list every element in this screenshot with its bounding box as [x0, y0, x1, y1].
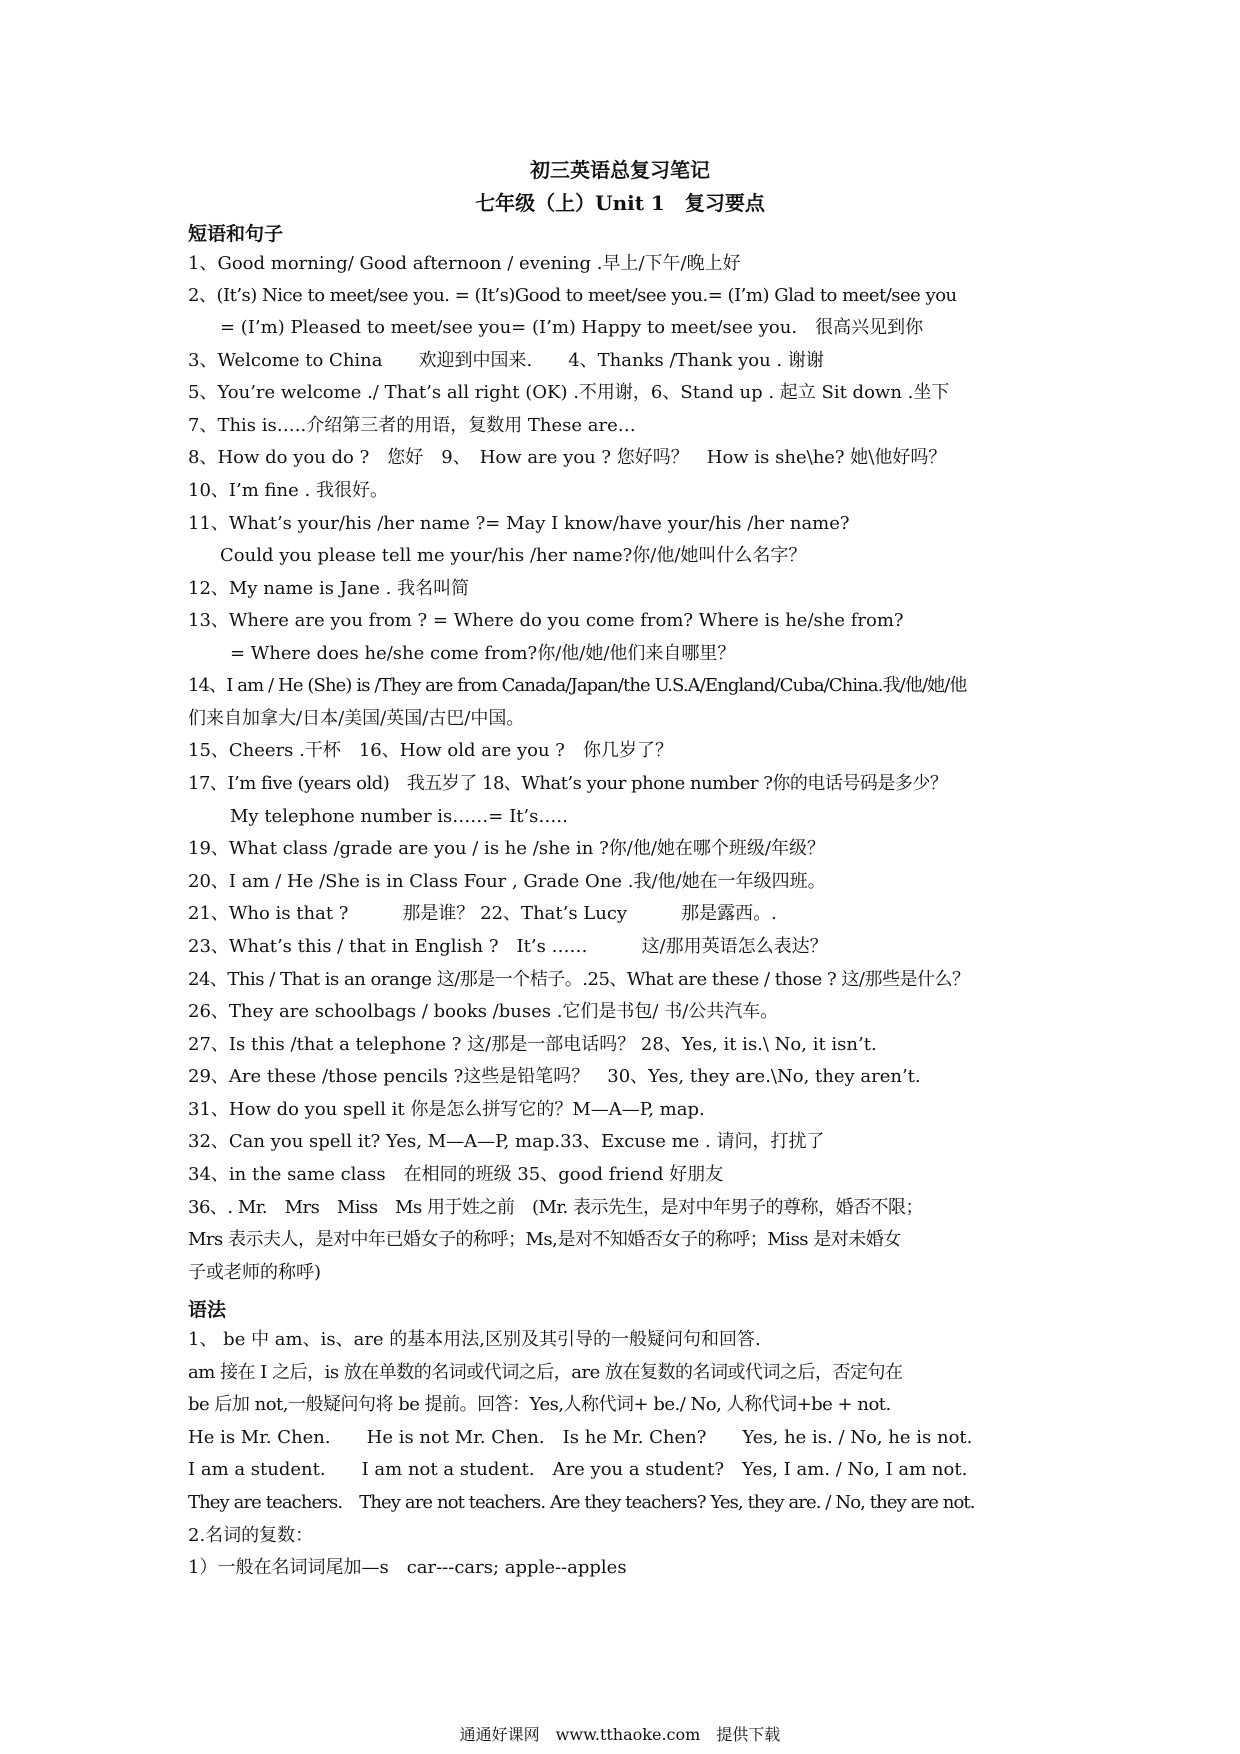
note-line: Mrs 表示夫人，是对中年已婚女子的称呼；Ms,是对不知婚否女子的称呼；Miss 是对未婚女 [188, 1229, 901, 1250]
note-line: 12、My name is Jane . 我名叫简 [188, 578, 470, 599]
note-line: 14、I am / He (She) is /They are from Canada/Japan/the U.S.A/England/Cuba/China.我/他/她/他 [188, 675, 967, 696]
note-line: 27、Is this /that a telephone ? 这/那是一部电话吗？ 28、Yes, it is.\ No, it isn’t. [188, 1034, 877, 1055]
page-subtitle: 七年级（上）Unit 1 复习要点 [475, 191, 765, 215]
note-line: 31、How do you spell it 你是怎么拼写它的？M—A—P, map. [188, 1099, 705, 1120]
section-heading-grammar: 语法 [188, 1299, 227, 1321]
page-title: 初三英语总复习笔记 [530, 158, 710, 182]
page-footer: 通通好课网 www.tthaoke.com 提供下载 [459, 1725, 781, 1744]
note-line: 23、What’s this / that in English ? It’s …… 这/那用英语怎么表达？ [188, 936, 828, 957]
note-line: 32、Can you spell it? Yes, M—A—P, map.33、Excuse me . 请问，打扰了 [188, 1131, 825, 1152]
grammar-line: 1）一般在名词词尾加—s car---cars; apple--apples [188, 1557, 627, 1578]
grammar-line: They are teachers. They are not teachers. Are they teachers? Yes, they are. / No, they are not. [188, 1492, 975, 1513]
note-line: 36、. Mr. Mrs Miss Ms 用于姓之前 (Mr. 表示先生，是对中年男子的尊称，婚否不限； [188, 1197, 923, 1218]
note-line: 20、I am / He /She is in Class Four , Grade One .我/他/她在一年级四班。 [188, 871, 826, 892]
grammar-line: I am a student. I am not a student. Are you a student? Yes, I am. / No, I am not. [188, 1459, 968, 1480]
note-line: 13、Where are you from ? = Where do you come from? Where is he/she from? [188, 610, 904, 631]
note-line: 2、(It’s) Nice to meet/see you. = (It’s)Good to meet/see you.= (I’m) Glad to meet/see you [188, 285, 957, 306]
note-line: 26、They are schoolbags / books /buses .它们是书包/ 书/公共汽车。 [188, 1001, 779, 1022]
note-line: 15、Cheers .干杯 16、How old are you ? 你几岁了？ [188, 740, 673, 761]
grammar-line: be 后加 not,一般疑问句将 be 提前。回答：Yes,人称代词+ be./ No, 人称代词+be + not. [188, 1394, 891, 1415]
note-line: My telephone number is……= It’s….. [230, 806, 568, 827]
note-line: 8、How do you do ? 您好 9、 How are you ? 您好吗？ How is she\he? 她\他好吗？ [188, 447, 947, 468]
note-line: 5、You’re welcome ./ That’s all right (OK) .不用谢，6、Stand up . 起立 Sit down .坐下 [188, 382, 950, 403]
note-line: 11、What’s your/his /her name ?= May I know/have your/his /her name? [188, 513, 850, 534]
note-line: 子或老师的称呼) [188, 1262, 322, 1283]
note-line: = Where does he/she come from?你/他/她/他们来自哪里？ [230, 643, 736, 664]
note-line: 24、This / That is an orange 这/那是一个桔子。.25、What are these / those ? 这/那些是什么？ [188, 969, 970, 990]
grammar-line: am 接在 I 之后，is 放在单数的名词或代词之后，are 放在复数的名词或代词之后，否定句在 [188, 1362, 903, 1383]
grammar-line: He is Mr. Chen. He is not Mr. Chen. Is he Mr. Chen? Yes, he is. / No, he is not. [188, 1427, 973, 1448]
grammar-line: 1、 be 中 am、is、are 的基本用法,区别及其引导的一般疑问句和回答. [188, 1329, 761, 1350]
note-line: 21、Who is that ? 那是谁？ 22、That’s Lucy 那是露西。. [188, 903, 777, 924]
note-line: 17、I’m five (years old) 我五岁了 18、What’s your phone number ?你的电话号码是多少？ [188, 773, 948, 794]
grammar-line: 2.名词的复数： [188, 1525, 314, 1546]
note-line: = (I’m) Pleased to meet/see you= (I’m) Happy to meet/see you. 很高兴见到你 [220, 317, 924, 338]
note-line: 34、in the same class 在相同的班级 35、good friend 好朋友 [188, 1164, 724, 1185]
note-line: 们来自加拿大/日本/美国/英国/古巴/中国。 [188, 708, 525, 729]
note-line: 7、This is…..介绍第三者的用语，复数用 These are… [188, 415, 636, 436]
section-heading-phrases: 短语和句子 [188, 223, 284, 245]
note-line: 29、Are these /those pencils ?这些是铅笔吗？ 30、Yes, they are.\No, they aren’t. [188, 1066, 921, 1087]
note-line: 10、I’m fine . 我很好。 [188, 480, 388, 501]
note-line: Could you please tell me your/his /her name?你/他/她叫什么名字？ [220, 545, 807, 566]
note-line: 19、What class /grade are you / is he /she in ?你/他/她在哪个班级/年级？ [188, 838, 825, 859]
note-line: 3、Welcome to China 欢迎到中国来. 4、Thanks /Thank you . 谢谢 [188, 350, 824, 371]
note-line: 1、Good morning/ Good afternoon / evening .早上/下午/晚上好 [188, 253, 741, 274]
